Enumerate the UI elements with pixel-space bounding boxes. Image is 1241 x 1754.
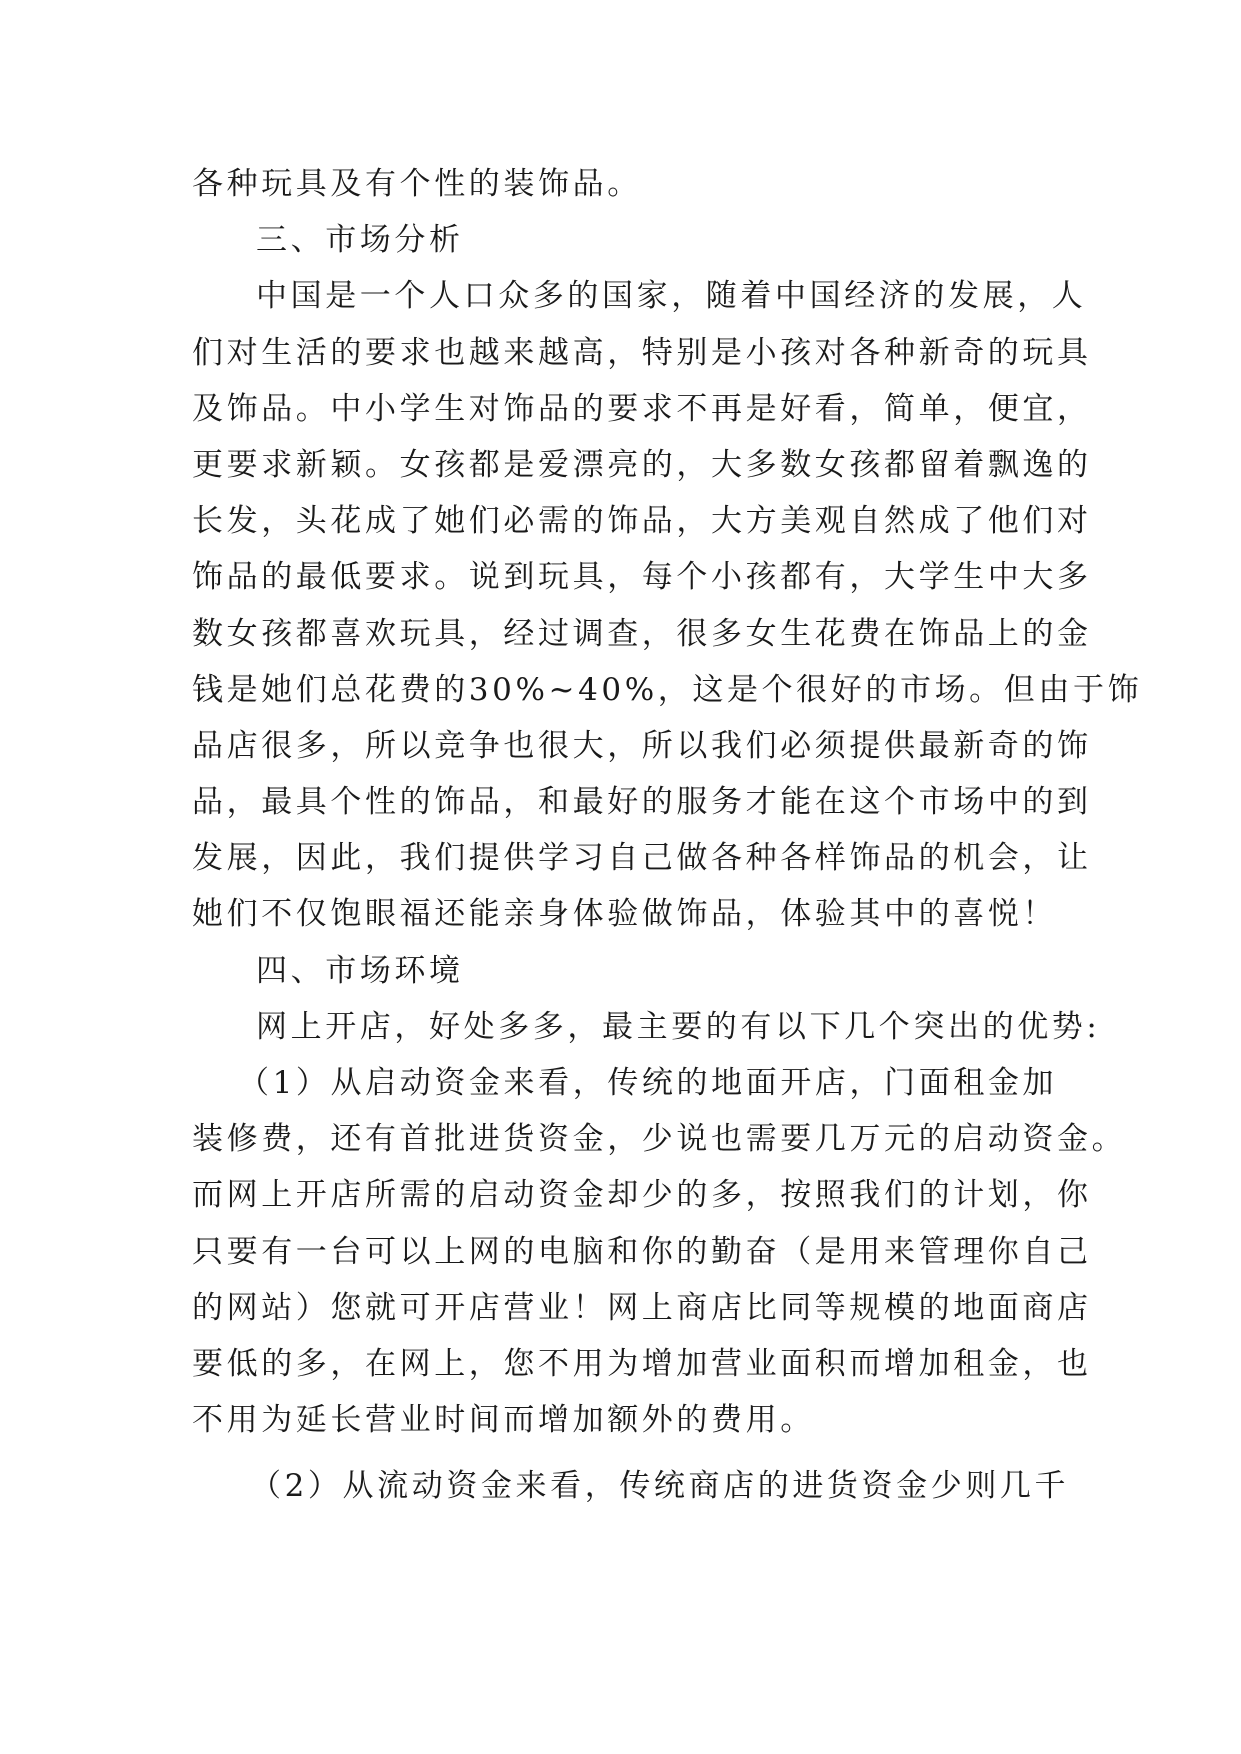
paragraph-line: 及饰品。中小学生对饰品的要求不再是好看，简单，便宜， (192, 390, 1092, 427)
section-heading-market-environment: 四、市场环境 (256, 952, 464, 989)
paragraph-line: 长发，头花成了她们必需的饰品，大方美观自然成了他们对 (192, 503, 1092, 540)
paragraph-line: 钱是她们总花费的30%~40%，这是个很好的市场。但由于饰 (192, 671, 1143, 708)
paragraph-line: 各种玩具及有个性的装饰品。 (192, 166, 642, 202)
paragraph-line: 只要有一台可以上网的电脑和你的勤奋（是用来管理你自己 (192, 1233, 1092, 1270)
paragraph-line: 数女孩都喜欢玩具，经过调查，很多女生花费在饰品上的金 (192, 615, 1092, 652)
paragraph-line: 的网站）您就可开店营业！网上商店比同等规模的地面商店 (192, 1289, 1092, 1326)
paragraph-line: 不用为延长营业时间而增加额外的费用。 (192, 1402, 815, 1439)
paragraph-line: 发展，因此，我们提供学习自己做各种各样饰品的机会，让 (192, 840, 1092, 877)
paragraph-line: 们对生活的要求也越来越高，特别是小孩对各种新奇的玩具 (192, 334, 1092, 371)
list-item-1-line: （1）从启动资金来看，传统的地面开店，门面租金加 (238, 1065, 1058, 1101)
document-body (192, 156, 1143, 1515)
paragraph-line: 品，最具个性的饰品，和最好的服务才能在这个市场中的到 (192, 784, 1092, 821)
paragraph-line: 中国是一个人口众多的国家，随着中国经济的发展，人 (256, 278, 1087, 315)
paragraph-line: 网上开店，好处多多，最主要的有以下几个突出的优势: (256, 1008, 1101, 1045)
list-item-2-line: （2）从流动资金来看，传统商店的进货资金少则几千 (250, 1468, 1070, 1505)
paragraph-line: 饰品的最低要求。说到玩具，每个小孩都有，大学生中大多 (192, 559, 1092, 596)
paragraph-line: 装修费，还有首批进货资金，少说也需要几万元的启动资金。 (192, 1121, 1127, 1158)
paragraph-line: 她们不仅饱眼福还能亲身体验做饰品，体验其中的喜悦！ (192, 896, 1057, 933)
paragraph-line: 更要求新颖。女孩都是爱漂亮的，大多数女孩都留着飘逸的 (192, 446, 1092, 483)
paragraph-line: 而网上开店所需的启动资金却少的多，按照我们的计划，你 (192, 1177, 1092, 1214)
paragraph-line: 要低的多，在网上，您不用为增加营业面积而增加租金，也 (192, 1345, 1092, 1382)
paragraph-line: 品店很多，所以竞争也很大，所以我们必须提供最新奇的饰 (192, 727, 1092, 764)
section-heading-market-analysis: 三、市场分析 (256, 222, 464, 259)
